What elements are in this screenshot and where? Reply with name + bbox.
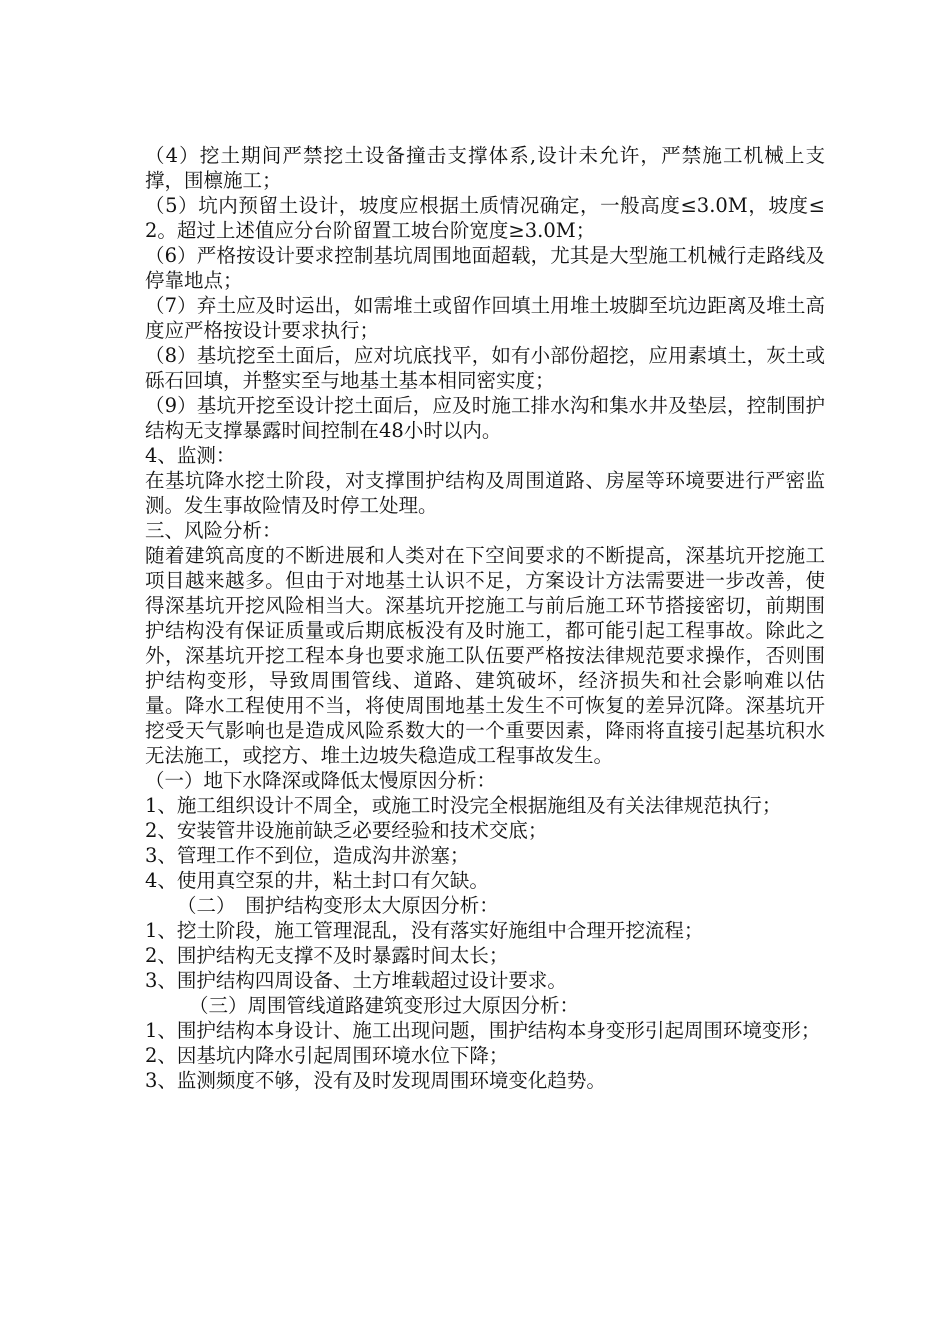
list-item: 4、使用真空泵的井，粘土封口有欠缺。 xyxy=(145,869,489,892)
paragraph-monitoring: 在基坑降水挖土阶段，对支撑围护结构及周围道路、房屋等环境要进行严密监测。发生事故险情及时停工处理。 xyxy=(145,469,825,517)
list-item: 1、围护结构本身设计、施工出现问题，围护结构本身变形引起周围环境变形； xyxy=(145,1019,821,1042)
list-item: 3、管理工作不到位，造成沟井淤塞； xyxy=(145,844,470,867)
paragraph-item-6: （6）严格按设计要求控制基坑周围地面超载，尤其是大型施工机械行走路线及停靠地点； xyxy=(145,244,825,292)
list-item: 1、挖土阶段，施工管理混乱，没有落实好施组中合理开挖流程； xyxy=(145,919,704,942)
list-item: 2、安装管井设施前缺乏必要经验和技术交底； xyxy=(145,819,548,842)
list-item: 2、因基坑内降水引起周围环境水位下降； xyxy=(145,1044,509,1067)
paragraph-item-4: （4）挖土期间严禁挖土设备撞击支撑体系,设计未允许，严禁施工机械上支撑，围檩施工； xyxy=(145,144,825,192)
section-heading-monitoring: 4、监测： xyxy=(145,444,236,467)
list-item: 3、围护结构四周设备、土方堆载超过设计要求。 xyxy=(145,969,567,992)
document-body xyxy=(145,143,825,1093)
paragraph-item-5: （5）坑内预留土设计，坡度应根据土质情况确定，一般高度≤3.0M，坡度≤2。超过上述值应分台阶留置工坡台阶宽度≥3.0M； xyxy=(145,194,825,242)
paragraph-risk-analysis: 随着建筑高度的不断进展和人类对在下空间要求的不断提高，深基坑开挖施工项目越来越多。但由于对地基土认识不足，方案设计方法需要进一步改善，使得深基坑开挖风险相当大。深基坑开挖施工与前后施工环节搭接密切，前期围护结构没有保证质量或后期底板没有及时施工，都可能引起工程事故。除此之外，深基坑开挖工程本身也要求施工队伍要严格按法律规范要求操作，否则围护结构变形，导致周围管线、道路、建筑破坏，经济损失和社会影响难以估量。降水工程使用不当，将使周围地基土发生不可恢复的差异沉降。深基坑开挖受天气影响也是造成风险系数大的一个重要因素，降雨将直接引起基坑积水无法施工，或挖方、堆土边坡失稳造成工程事故发生。 xyxy=(145,544,825,767)
list-item: 3、监测频度不够，没有及时发现周围环境变化趋势。 xyxy=(145,1069,606,1092)
paragraph-item-8: （8）基坑挖至土面后，应对坑底找平，如有小部份超挖，应用素填土，灰土或砾石回填，并整实至与地基土基本相同密实度； xyxy=(145,344,825,392)
list-item: 1、施工组织设计不周全，或施工时没完全根据施组及有关法律规范执行； xyxy=(145,794,782,817)
subsection-heading-groundwater: （一）地下水降深或降低太慢原因分析： xyxy=(145,769,497,792)
section-heading-risk-analysis: 三、风险分析： xyxy=(145,519,282,542)
paragraph-item-9: （9）基坑开挖至设计挖土面后，应及时施工排水沟和集水井及垫层，控制围护结构无支撑暴露时间控制在48小时以内。 xyxy=(145,394,825,442)
paragraph-item-7: （7）弃土应及时运出，如需堆土或留作回填土用堆土坡脚至坑边距离及堆土高度应严格按设计要求执行； xyxy=(145,294,825,342)
subsection-heading-surrounding-deformation: （三）周围管线道路建筑变形过大原因分析： xyxy=(189,994,580,1017)
list-item: 2、围护结构无支撑不及时暴露时间太长； xyxy=(145,944,509,967)
subsection-heading-retaining-deformation: （二） 围护结构变形太大原因分析： xyxy=(177,894,499,917)
